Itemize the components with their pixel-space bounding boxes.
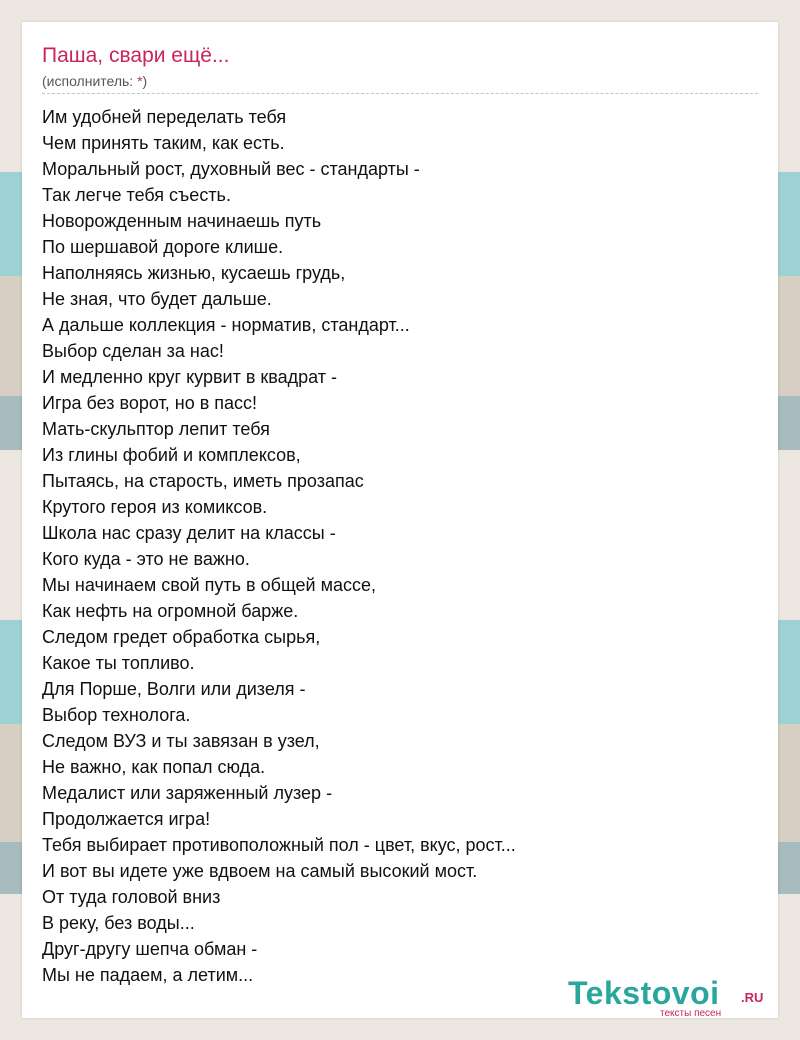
lyric-line: И вот вы идете уже вдвоем на самый высокий мост.	[42, 861, 478, 881]
lyric-line: Пытаясь, на старость, иметь прозапас	[42, 471, 364, 491]
lyric-line: Им удобней переделать тебя	[42, 107, 287, 127]
lyric-line: Моральный рост, духовный вес - стандарты -	[42, 159, 420, 179]
logo-tagline: тексты песен	[660, 1008, 722, 1019]
artist-line	[42, 72, 147, 90]
lyric-line: Для Порше, Волги или дизеля -	[42, 679, 306, 699]
lyric-line: Друг-другу шепча обман -	[42, 939, 258, 959]
lyric-line: Школа нас сразу делит на классы -	[42, 523, 336, 543]
lyrics-card	[22, 22, 778, 1018]
lyric-line: И медленно круг курвит в квадрат -	[42, 367, 338, 387]
lyric-line: Мы начинаем свой путь в общей массе,	[42, 575, 377, 595]
song-title: Паша, свари ещё...	[42, 44, 230, 67]
lyric-line: Выбор сделан за нас!	[42, 341, 224, 361]
lyric-line: Игра без ворот, но в пасс!	[42, 393, 258, 413]
lyrics-text	[42, 104, 758, 988]
lyric-line: Продолжается игра!	[42, 809, 211, 829]
header-divider	[42, 93, 758, 94]
lyric-line: Какое ты топливо.	[42, 653, 195, 673]
lyric-line: Кого куда - это не важно.	[42, 549, 250, 569]
lyric-line: Выбор технолога.	[42, 705, 191, 725]
lyric-line: Крутого героя из комиксов.	[42, 497, 268, 517]
lyric-line: Не зная, что будет дальше.	[42, 289, 272, 309]
artist-link[interactable]: *	[137, 73, 143, 89]
site-logo[interactable]	[568, 974, 778, 1020]
lyric-line: По шершавой дороге клише.	[42, 237, 284, 257]
artist-suffix: )	[142, 73, 148, 89]
lyric-line: В реку, без воды...	[42, 913, 195, 933]
lyric-line: Так легче тебя съесть.	[42, 185, 231, 205]
lyric-line: Следом ВУЗ и ты завязан в узел,	[42, 731, 320, 751]
lyric-line: Следом гредет обработка сырья,	[42, 627, 321, 647]
artist-prefix: (исполнитель:	[42, 73, 138, 89]
logo-tld: .RU	[741, 990, 764, 1005]
lyric-line: Наполняясь жизнью, кусаешь грудь,	[42, 263, 346, 283]
lyric-line: Мать-скульптор лепит тебя	[42, 419, 270, 439]
lyric-line: Чем принять таким, как есть.	[42, 133, 285, 153]
lyric-line: А дальше коллекция - норматив, стандарт...	[42, 315, 410, 335]
logo-wordmark: Tekstovoi	[568, 975, 720, 1011]
lyric-line: От туда головой вниз	[42, 887, 221, 907]
lyric-line: Тебя выбирает противоположный пол - цвет, вкус, рост...	[42, 835, 516, 855]
lyric-line: Не важно, как попал сюда.	[42, 757, 266, 777]
lyric-line: Из глины фобий и комплексов,	[42, 445, 301, 465]
lyric-line: Как нефть на огромной барже.	[42, 601, 299, 621]
lyric-line: Мы не падаем, а летим...	[42, 965, 254, 985]
lyric-line: Медалист или заряженный лузер -	[42, 783, 333, 803]
lyric-line: Новорожденным начинаешь путь	[42, 211, 322, 231]
